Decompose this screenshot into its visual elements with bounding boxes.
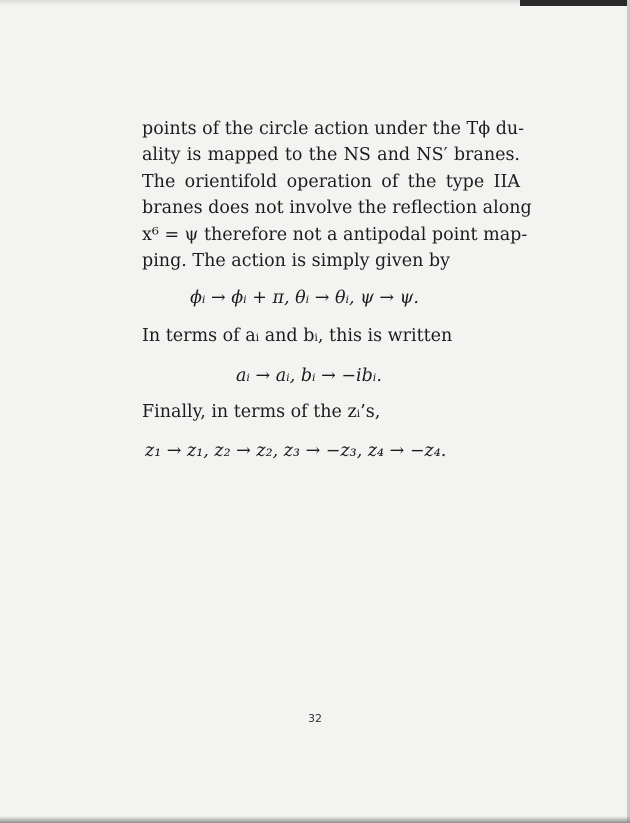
paragraph-line: ality is mapped to the NS and NS′ branes.: [142, 145, 520, 166]
body-paragraph: [142, 116, 532, 274]
paragraph-line: ping. The action is simply given by: [142, 251, 451, 272]
paragraph-line: branes does not involve the reflection along: [142, 198, 532, 219]
scan-shadow-bottom: [0, 816, 630, 823]
equation-phi-theta-psi: ϕᵢ → ϕᵢ + π, θᵢ → θᵢ, ψ → ψ.: [190, 288, 419, 308]
paragraph-line: The orientifold operation of the type IIA: [142, 171, 520, 192]
equation-z: z₁ → z₁, z₂ → z₂, z₃ → −z₃, z₄ → −z₄.: [145, 441, 447, 461]
page-number: 32: [308, 712, 322, 725]
paragraph-line: points of the circle action under the Tϕ du-: [142, 119, 525, 139]
text-terms-of-a-b: In terms of aᵢ and bᵢ, this is written: [142, 326, 453, 346]
paragraph-line: x⁶ = ψ therefore not a antipodal point map-: [142, 224, 528, 245]
text-terms-of-z: Finally, in terms of the zᵢ’s,: [142, 402, 381, 422]
equation-a-b: aᵢ → aᵢ, bᵢ → −ibᵢ.: [236, 366, 382, 386]
scan-dark-corner: [520, 0, 630, 6]
